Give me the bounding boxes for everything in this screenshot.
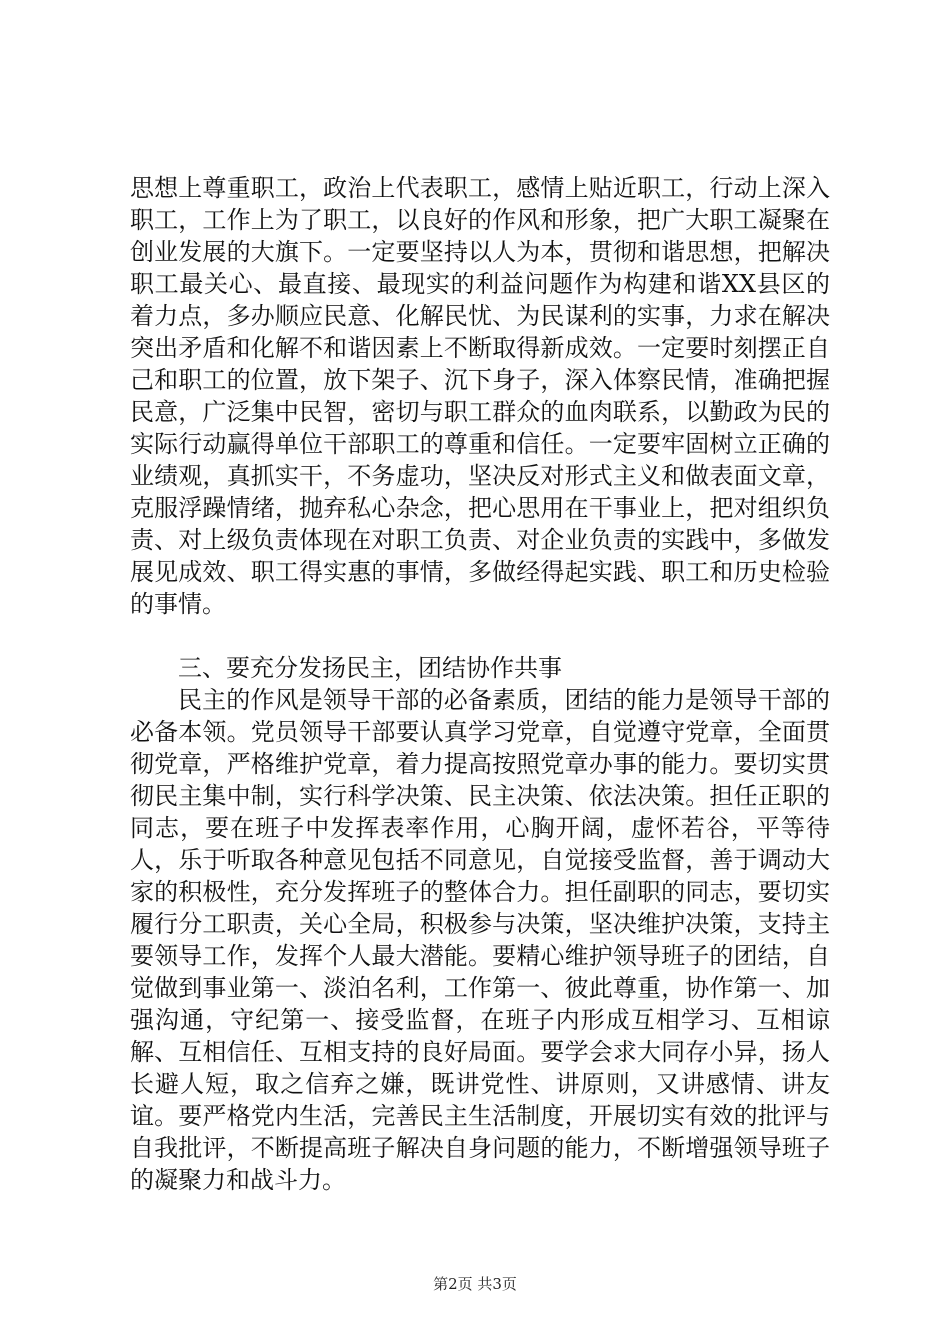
body-paragraph-continued: 思想上尊重职工，政治上代表职工，感情上贴近职工，行动上深入职工，工作上为了职工，以良好的作风和形象，把广大职工凝聚在创业发展的大旗下。一定要坚持以人为本，贯彻和谐思想，把解决职工最关心、最直接、最现实的利益问题作为构建和谐XX县区的着力点，多办顺应民意、化解民忧、为民谋利的实事，力求在解决突出矛盾和化解不和谐因素上不断取得新成效。一定要时刻摆正自己和职工的位置，放下架子、沉下身子，深入体察民情，准确把握民意，广泛集中民智，密切与职工群众的血肉联系，以勤政为民的实际行动赢得单位干部职工的尊重和信任。一定要牢固树立正确的业绩观，真抓实干，不务虚功，坚决反对形式主义和做表面文章，克服浮躁情绪，抛弃私心杂念，把心思用在干事业上，把对组织负责、对上级负责体现在对职工负责、对企业负责的实践中，多做发展见成效、职工得实惠的事情，多做经得起实践、职工和历史检验的事情。: [130, 174, 830, 618]
body-paragraph: 民主的作风是领导干部的必备素质，团结的能力是领导干部的必备本领。党员领导干部要认真学习党章，自觉遵守党章，全面贯彻党章，严格维护党章，着力提高按照党章办事的能力。要切实贯彻民主集中制，实行科学决策、民主决策、依法决策。担任正职的同志，要在班子中发挥表率作用，心胸开阔，虚怀若谷，平等待人，乐于听取各种意见包括不同意见，自觉接受监督，善于调动大家的积极性，充分发挥班子的整体合力。担任副职的同志，要切实履行分工职责，关心全局，积极参与决策，坚决维护决策，支持主要领导工作，发挥个人最大潜能。要精心维护领导班子的团结，自觉做到事业第一、淡泊名利，工作第一、彼此尊重，协作第一、加强沟通，守纪第一、接受监督，在班子内形成互相学习、互相谅解、互相信任、互相支持的良好局面。要学会求大同存小异，扬人长避人短，取之信弃之嫌，既讲党性、讲原则，又讲感情、讲友谊。要严格党内生活，完善民主生活制度，开展切实有效的批评与自我批评，不断提高班子解决自身问题的能力，不断增强领导班子的凝聚力和战斗力。: [130, 686, 830, 1194]
document-body: [130, 172, 830, 1196]
page-footer: 第2页 共3页: [433, 1275, 517, 1293]
section-heading: 三、要充分发扬民主，团结协作共事: [178, 654, 562, 682]
